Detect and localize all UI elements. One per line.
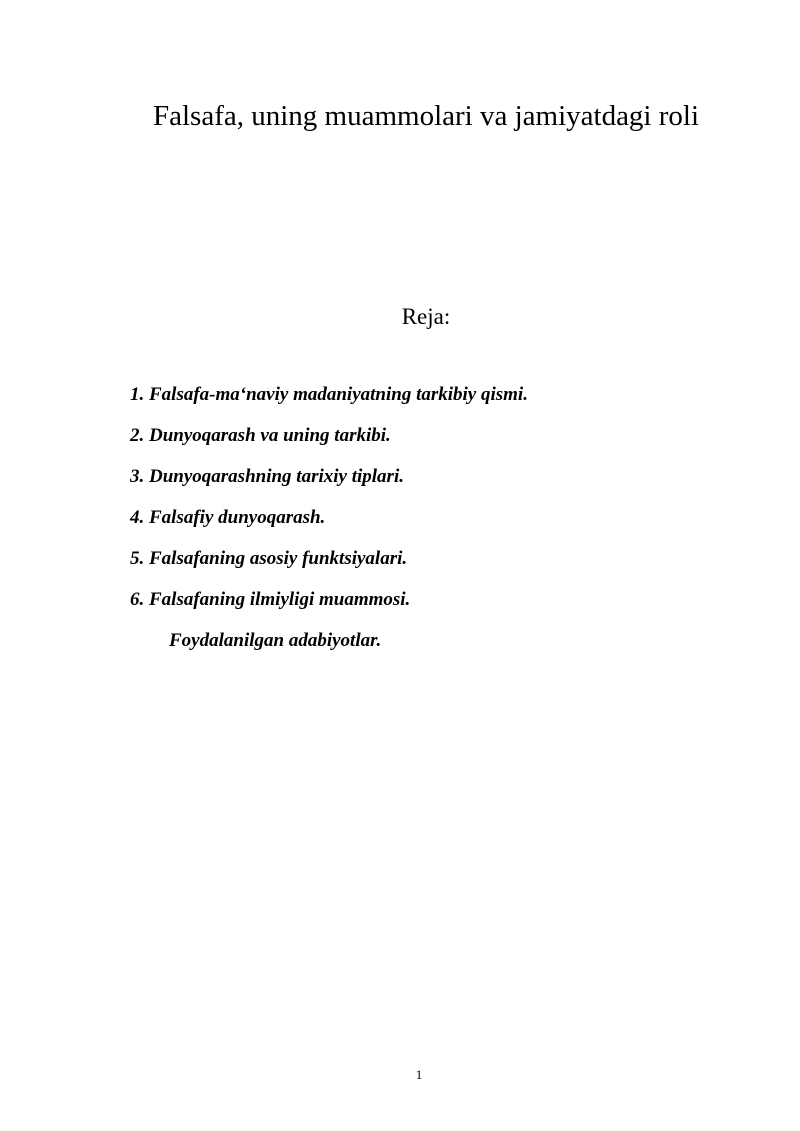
plan-list (130, 380, 528, 667)
plan-item-6: 6. Falsafaning ilmiyligi muammosi. (130, 589, 411, 610)
page-number: 1 (415, 1067, 423, 1082)
plan-item-1: 1. Falsafa-ma‘naviy madaniyatning tarkibiy qismi. (130, 384, 528, 405)
plan-item-references: Foydalanilgan adabiyotlar. (169, 630, 382, 651)
document-title: Falsafa, uning muammolari va jamiyatdagi roli (152, 100, 700, 132)
plan-item-4: 4. Falsafiy dunyoqarash. (130, 507, 326, 528)
plan-item-3: 3. Dunyoqarashning tarixiy tiplari. (130, 466, 404, 487)
plan-item-2: 2. Dunyoqarash va uning tarkibi. (130, 425, 391, 446)
plan-heading: Reja: (401, 304, 451, 329)
plan-item-5: 5. Falsafaning asosiy funktsiyalari. (130, 548, 408, 569)
